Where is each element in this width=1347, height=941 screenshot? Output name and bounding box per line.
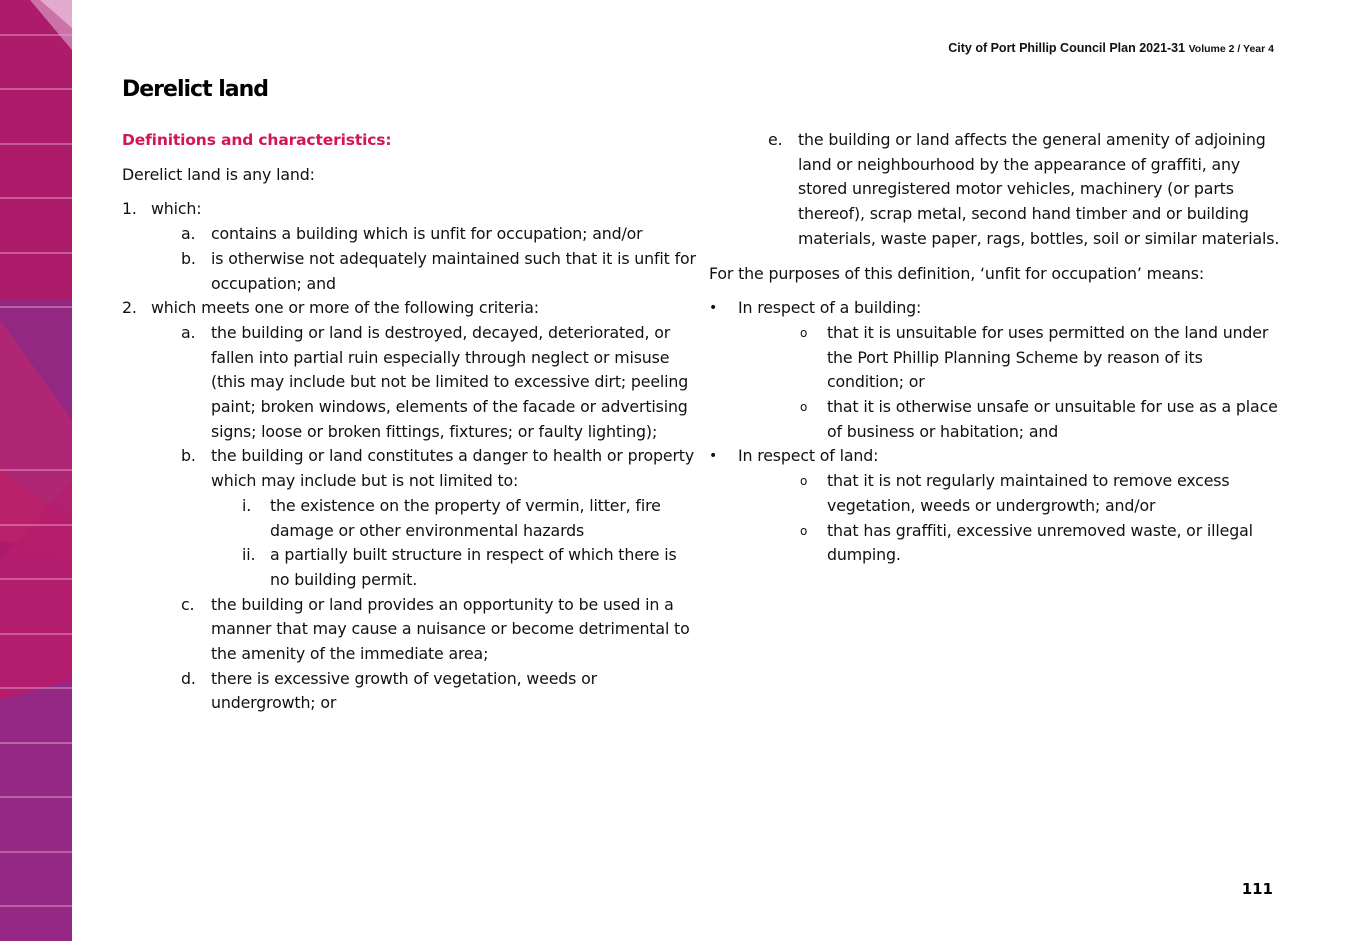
list-text: which meets one or more of the following criteria:	[151, 298, 539, 318]
bullet-marker: •	[709, 300, 718, 317]
bullet-item	[709, 296, 1284, 321]
list-marker: i.	[242, 495, 252, 515]
list-item	[122, 197, 697, 222]
section-heading: Definitions and characteristics:	[122, 131, 392, 149]
sub-bullet-marker: o	[800, 400, 808, 415]
sub-bullet-text: that has graffiti, excessive unremoved waste, or illegal dumping.	[827, 520, 1253, 565]
list-text: there is excessive growth of vegetation, weeds or undergrowth; or	[211, 668, 597, 713]
list-marker: a.	[181, 224, 196, 244]
list-marker: b.	[181, 446, 196, 466]
list-text: which:	[151, 199, 202, 219]
left-column	[122, 128, 697, 716]
header-main: City of Port Phillip Council Plan 2021-31	[948, 41, 1186, 55]
list-item	[122, 593, 697, 667]
list-marker: e.	[768, 130, 783, 149]
page-number: 111	[1241, 880, 1273, 898]
sub-bullet-marker: o	[800, 474, 808, 489]
sub-bullet-marker: o	[800, 325, 808, 340]
list-item	[122, 222, 697, 247]
sidebar-graphic	[0, 0, 72, 941]
list-marker: ii.	[242, 545, 256, 565]
list-item	[122, 321, 697, 445]
sub-bullet-item	[709, 321, 1284, 395]
list-item	[122, 667, 697, 716]
list-text: the building or land constitutes a danger to health or property which may include but is not limited to:	[211, 446, 695, 491]
list-marker: b.	[181, 248, 196, 268]
running-header	[948, 41, 1274, 55]
list-item	[709, 128, 1284, 252]
list-marker: 1.	[122, 199, 137, 219]
bullet-text: In respect of land:	[738, 446, 879, 466]
bullet-text: In respect of a building:	[738, 298, 922, 318]
list-text: the building or land affects the general amenity of adjoining land or neighbourhood by the appearance of graffiti, any stored unregistered motor vehicles, machinery (or parts thereof), scrap metal, second hand timber and or building materials, waste paper, rags, bottles, soil or similar materials.	[798, 130, 1280, 248]
list-text: is otherwise not adequately maintained such that it is unfit for occupation; and	[211, 248, 696, 293]
list-marker: c.	[181, 594, 195, 614]
right-column	[709, 128, 1284, 568]
header-sub: Volume 2 / Year 4	[1188, 43, 1274, 55]
list-marker: 2.	[122, 298, 137, 318]
sub-bullet-item	[709, 519, 1284, 568]
sub-bullet-marker: o	[800, 523, 808, 538]
sub-bullet-item	[709, 395, 1284, 444]
sub-bullet-text: that it is unsuitable for uses permitted on the land under the Port Phillip Planning Scheme by reason of its condition; or	[827, 322, 1269, 392]
sub-bullet-text: that it is otherwise unsafe or unsuitable for use as a place of business or habitation; and	[827, 397, 1278, 441]
unfit-intro-paragraph: For the purposes of this definition, ‘unfit for occupation’ means:	[709, 263, 1205, 283]
sub-bullet-text: that it is not regularly maintained to remove excess vegetation, weeds or undergrowth; and/or	[827, 471, 1230, 515]
list-text: the existence on the property of vermin, litter, fire damage or other environmental hazards	[270, 495, 661, 540]
list-marker: d.	[181, 668, 196, 688]
page-title: Derelict land	[122, 77, 269, 102]
bullet-item	[709, 444, 1284, 469]
list-item	[122, 543, 697, 592]
list-text: the building or land is destroyed, decayed, deteriorated, or fallen into partial ruin especially through neglect or misuse (this may include but not be limited to excessive dirt; peeling paint; broken windows, elements of the facade or advertising signs; loose or broken fittings, fixtures; or faulty lighting);	[211, 322, 689, 441]
decorative-sidebar	[0, 0, 72, 941]
list-text: contains a building which is unfit for occupation; and/or	[211, 224, 643, 244]
list-item	[122, 444, 697, 493]
list-text: a partially built structure in respect of which there is no building permit.	[270, 545, 677, 589]
bullet-marker: •	[709, 448, 718, 465]
list-text: the building or land provides an opportunity to be used in a manner that may cause a nuisance or become detrimental to the amenity of the immediate area;	[211, 594, 690, 664]
list-marker: a.	[181, 322, 196, 342]
intro-paragraph: Derelict land is any land:	[122, 164, 315, 184]
sub-bullet-item	[709, 469, 1284, 518]
list-item	[122, 296, 697, 321]
list-item	[122, 247, 697, 296]
list-item	[122, 494, 697, 543]
